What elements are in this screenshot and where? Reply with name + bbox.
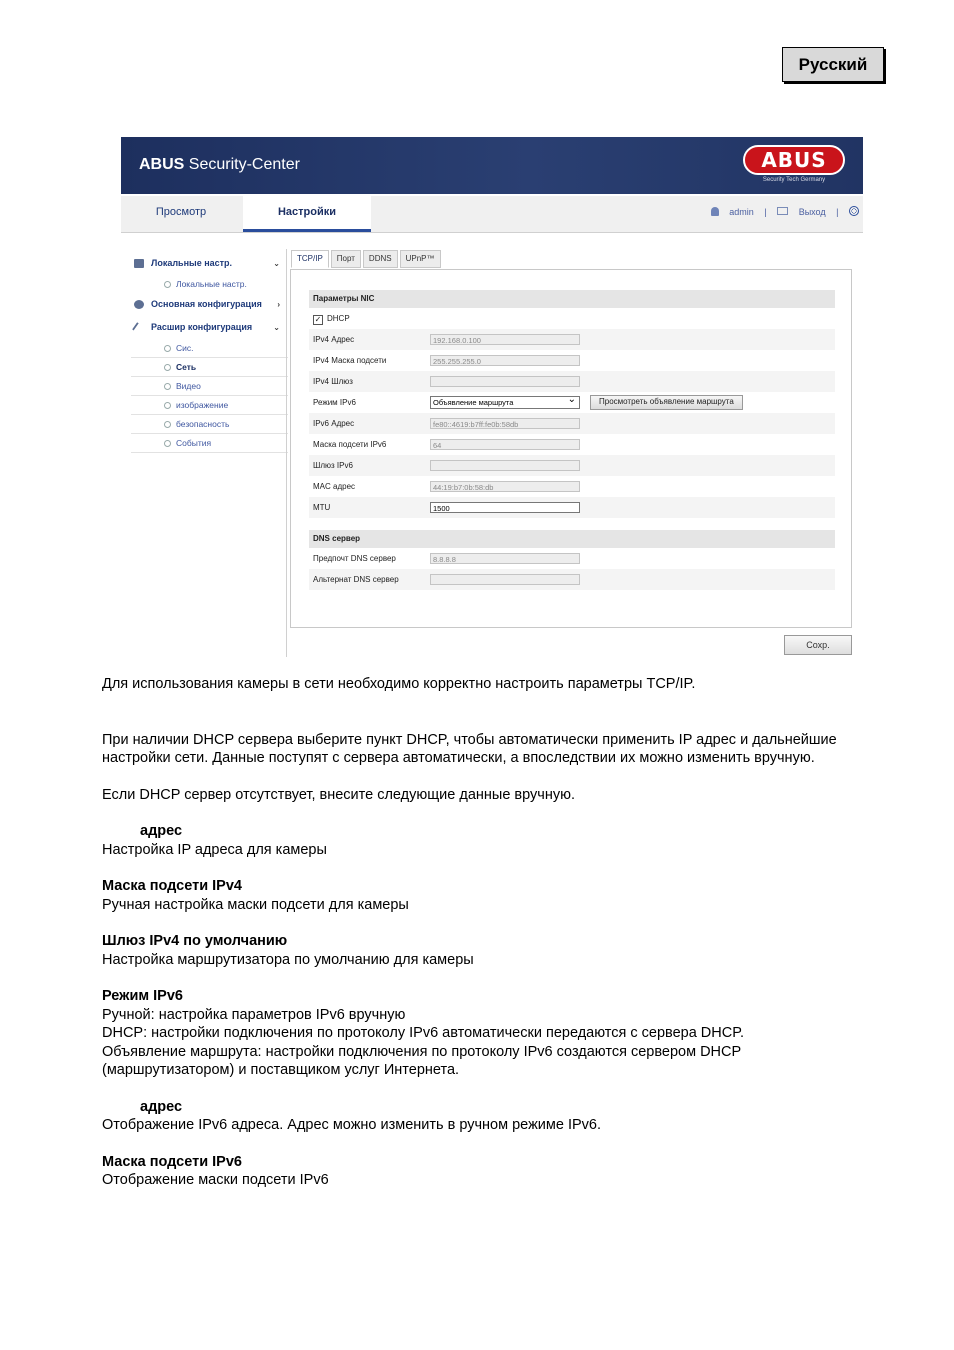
field-label: Предпочт DNS сервер	[313, 554, 396, 563]
ipv6-gateway-field[interactable]	[430, 460, 580, 471]
logo-subtitle: Security Tech Germany	[762, 177, 826, 183]
logout-icon	[777, 207, 788, 215]
ipv4-gateway-field[interactable]	[430, 376, 580, 387]
sidebar-label: Сеть	[176, 362, 197, 372]
mtu-field[interactable]: 1500	[430, 502, 580, 513]
tab-ddns[interactable]: DDNS	[363, 250, 398, 268]
desc-ipv6-mask: Отображение маски подсети IPv6	[102, 1172, 329, 1188]
ipv6-mask-field[interactable]: 64	[430, 439, 580, 450]
ipv6-address-field[interactable]: fe80::4619:b7ff:fe0b:58db	[430, 418, 580, 429]
header-banner	[121, 137, 863, 194]
ipv6-mask-row	[309, 434, 835, 455]
sidebar-item-events[interactable]	[131, 434, 288, 453]
term-ipv4-gateway	[102, 932, 862, 951]
preferred-dns-row	[309, 548, 835, 569]
manual-text	[102, 675, 862, 1190]
alternate-dns-row	[309, 569, 835, 590]
sidebar-label: Локальные настр.	[176, 279, 247, 289]
nic-section-header: Параметры NIC	[309, 290, 835, 308]
user-icon	[711, 207, 719, 216]
sidebar-label: безопасность	[176, 419, 230, 429]
dhcp-label: DHCP	[327, 314, 350, 323]
bullet-icon	[164, 421, 171, 428]
brand-bold: ABUS	[139, 156, 185, 173]
term-ipv4-mask	[102, 877, 862, 896]
preferred-dns-field[interactable]: 8.8.8.8	[430, 553, 580, 564]
bullet-icon	[164, 345, 171, 352]
field-label: Шлюз IPv6	[313, 461, 353, 470]
language-badge: Русский	[782, 47, 884, 82]
desc-ip-address: Настройка IP адреса для камеры	[102, 841, 327, 858]
sidebar-item-basic[interactable]	[131, 293, 288, 316]
intro-paragraph: Для использования камеры в сети необходимо корректно настроить параметры TCP/IP.	[102, 676, 696, 692]
term-ipv6-mask	[102, 1153, 862, 1172]
ipv4-address-field[interactable]: 192.168.0.100	[430, 334, 580, 345]
term-label: адрес	[140, 1098, 183, 1115]
save-button[interactable]: Сохр.	[784, 635, 852, 655]
separator: |	[764, 207, 767, 217]
sidebar-item-image[interactable]	[131, 396, 288, 415]
dhcp-checkbox[interactable]: ✓	[314, 315, 322, 324]
ipv6-mode-select[interactable]: Объявление маршрута ⌄	[430, 396, 580, 409]
bullet-icon	[164, 364, 171, 371]
sidebar-label: Видео	[176, 381, 201, 391]
ipv4-gateway-row	[309, 371, 835, 392]
field-label: MAC адрес	[313, 482, 356, 491]
ipv4-mask-row	[309, 350, 835, 371]
ipv6-mode-line: DHCP: настройки подключения по протоколу IPv6 автоматически передаются с сервера DHCP.	[102, 1025, 745, 1041]
field-label: MTU	[313, 503, 331, 512]
wrench-icon	[132, 322, 142, 333]
brand-rest: Security-Center	[184, 156, 300, 173]
brand-title	[139, 156, 300, 174]
network-tabs	[291, 250, 443, 268]
chevron-down-icon: ⌄	[273, 323, 280, 332]
tcpip-form	[309, 290, 835, 590]
view-route-advert-button[interactable]: Просмотреть объявление маршрута	[590, 395, 743, 410]
sidebar-label: изображение	[176, 400, 229, 410]
field-label: Режим IPv6	[313, 398, 356, 407]
sidebar-label: События	[176, 438, 212, 448]
user-name[interactable]: admin	[729, 207, 754, 217]
tcpip-panel	[290, 269, 852, 628]
desc-ipv6-address: Отображение IPv6 адреса. Адрес можно изменить в ручном режиме IPv6.	[102, 1117, 601, 1133]
field-label: IPv4 Адрес	[313, 335, 355, 344]
desc-ipv4-gateway: Настройка маршрутизатора по умолчанию для камеры	[102, 951, 474, 968]
field-label: IPv6 Адрес	[313, 419, 355, 428]
sidebar-item-local-sub[interactable]	[131, 275, 288, 293]
sidebar-item-local[interactable]	[131, 252, 288, 275]
settings-sidebar	[131, 252, 288, 453]
ipv6-mode-line: Ручной: настройка параметров IPv6 вручную	[102, 1006, 406, 1023]
sidebar-item-security[interactable]	[131, 415, 288, 434]
field-label: Маска подсети IPv6	[313, 440, 387, 449]
chevron-right-icon: ›	[277, 300, 280, 309]
ipv4-mask-field[interactable]: 255.255.255.0	[430, 355, 580, 366]
globe-icon[interactable]	[849, 206, 859, 216]
alternate-dns-field[interactable]	[430, 574, 580, 585]
tab-port[interactable]: Порт	[331, 250, 361, 268]
gear-icon	[134, 300, 144, 309]
term-label: Маска подсети IPv4	[102, 878, 242, 894]
ipv6-gateway-row	[309, 455, 835, 476]
camera-web-ui-screenshot	[121, 137, 863, 659]
dhcp-paragraph: При наличии DHCP сервера выберите пункт DHCP, чтобы автоматически применить IP адрес и дальнейшие настройки сети. Данные поступят с сервера автоматически, а впоследствии их можно изменить вручную.	[102, 731, 837, 766]
nav-view-tab[interactable]: Просмотр	[155, 206, 207, 218]
ipv6-mode-line: Объявление маршрута: настройки подключения по протоколу IPv6 создаются сервером DHCP (маршрутизатором) и поставщиком услуг Интернета.	[102, 1043, 741, 1078]
mac-address-field: 44:19:b7:0b:58:db	[430, 481, 580, 492]
desc-ipv4-mask: Ручная настройка маски подсети для камеры	[102, 896, 409, 913]
nav-settings-tab[interactable]: Настройки	[243, 196, 371, 232]
dns-section-header: DNS сервер	[309, 530, 835, 548]
term-ip-address	[102, 822, 862, 841]
sidebar-item-video[interactable]	[131, 377, 288, 396]
chevron-down-icon: ⌄	[273, 259, 280, 268]
bullet-icon	[164, 440, 171, 447]
ipv6-address-row	[309, 413, 835, 434]
sidebar-label: Локальные настр.	[151, 258, 233, 268]
manual-paragraph: Если DHCP сервер отсутствует, внесите следующие данные вручную.	[102, 786, 575, 803]
field-label: IPv4 Маска подсети	[313, 356, 387, 365]
mtu-row	[309, 497, 835, 518]
mac-address-row	[309, 476, 835, 497]
field-label: IPv4 Шлюз	[313, 377, 353, 386]
tab-upnp[interactable]: UPnP™	[400, 250, 441, 268]
sidebar-item-system[interactable]	[131, 339, 288, 358]
ipv4-address-row	[309, 329, 835, 350]
user-controls	[707, 196, 863, 229]
divider	[286, 249, 287, 657]
dhcp-row	[309, 308, 835, 329]
term-label: Шлюз IPv4 по умолчанию	[102, 933, 288, 949]
logout-link[interactable]: Выход	[798, 207, 826, 217]
term-ipv6-mode	[102, 987, 862, 1006]
sidebar-label: Основная конфигурация	[151, 299, 262, 309]
bullet-icon	[164, 402, 171, 409]
top-nav	[121, 196, 863, 233]
term-label: адрес	[140, 823, 183, 839]
field-label: Альтернат DNS сервер	[313, 575, 399, 584]
abus-logo: ABUS	[743, 145, 845, 175]
term-label: Режим IPv6	[102, 988, 183, 1004]
bullet-icon	[164, 281, 171, 288]
monitor-icon	[134, 259, 144, 268]
separator: |	[836, 207, 839, 217]
tab-tcpip[interactable]: TCP/IP	[291, 250, 329, 268]
ipv6-mode-row	[309, 392, 835, 413]
sidebar-item-network[interactable]	[131, 358, 288, 377]
sidebar-label: Сис.	[176, 343, 194, 353]
bullet-icon	[164, 383, 171, 390]
sidebar-item-advanced[interactable]	[131, 316, 288, 339]
sidebar-label: Расшир конфигурация	[151, 322, 253, 332]
term-label: Маска подсети IPv6	[102, 1153, 242, 1170]
term-ipv6-address	[102, 1098, 862, 1117]
